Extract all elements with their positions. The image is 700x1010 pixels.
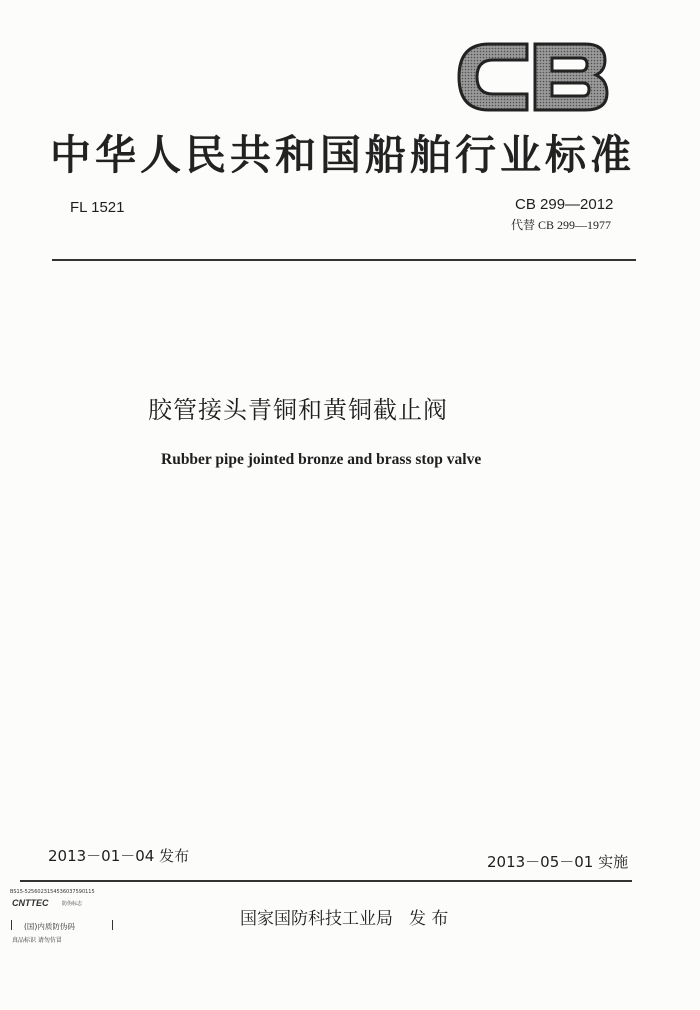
issue-date: 2013－01－04 发布 — [48, 847, 190, 865]
stamp-code-text: (国)内质防伪码 — [24, 922, 75, 931]
cb-logo — [455, 38, 610, 116]
classification-code: FL 1521 — [70, 199, 125, 216]
anti-counterfeit-stamp — [8, 889, 118, 949]
publisher-line — [240, 904, 448, 929]
stamp-mark-text: 真品标识 请勿仿冒 — [12, 937, 62, 944]
publisher-action: 发 布 — [409, 909, 449, 929]
stamp-barcode-text: BS15-5256023154536037590115 — [10, 889, 95, 895]
replaces-standard: 代替 CB 299—1977 — [511, 218, 612, 232]
header-divider — [52, 259, 636, 261]
implementation-date: 2013－05－01 实施 — [487, 853, 629, 871]
standard-number: CB 299—2012 — [515, 196, 614, 213]
document-title-english: Rubber pipe jointed bronze and brass stop valve — [161, 451, 482, 468]
publisher-name: 国家国防科技工业局 — [240, 909, 393, 929]
stamp-logo: CNTTEC — [12, 898, 49, 908]
issuing-body-title: 中华人民共和国船舶行业标准 — [50, 131, 635, 179]
cb-logo-b-shape — [535, 44, 607, 110]
cb-logo-text: CB — [455, 38, 457, 39]
document-title-chinese: 胶管接头青铜和黄铜截止阀 — [148, 396, 448, 424]
footer-divider — [20, 880, 632, 882]
stamp-brand-text: 防伪标志 — [62, 901, 83, 907]
cb-logo-c-shape — [459, 44, 527, 110]
